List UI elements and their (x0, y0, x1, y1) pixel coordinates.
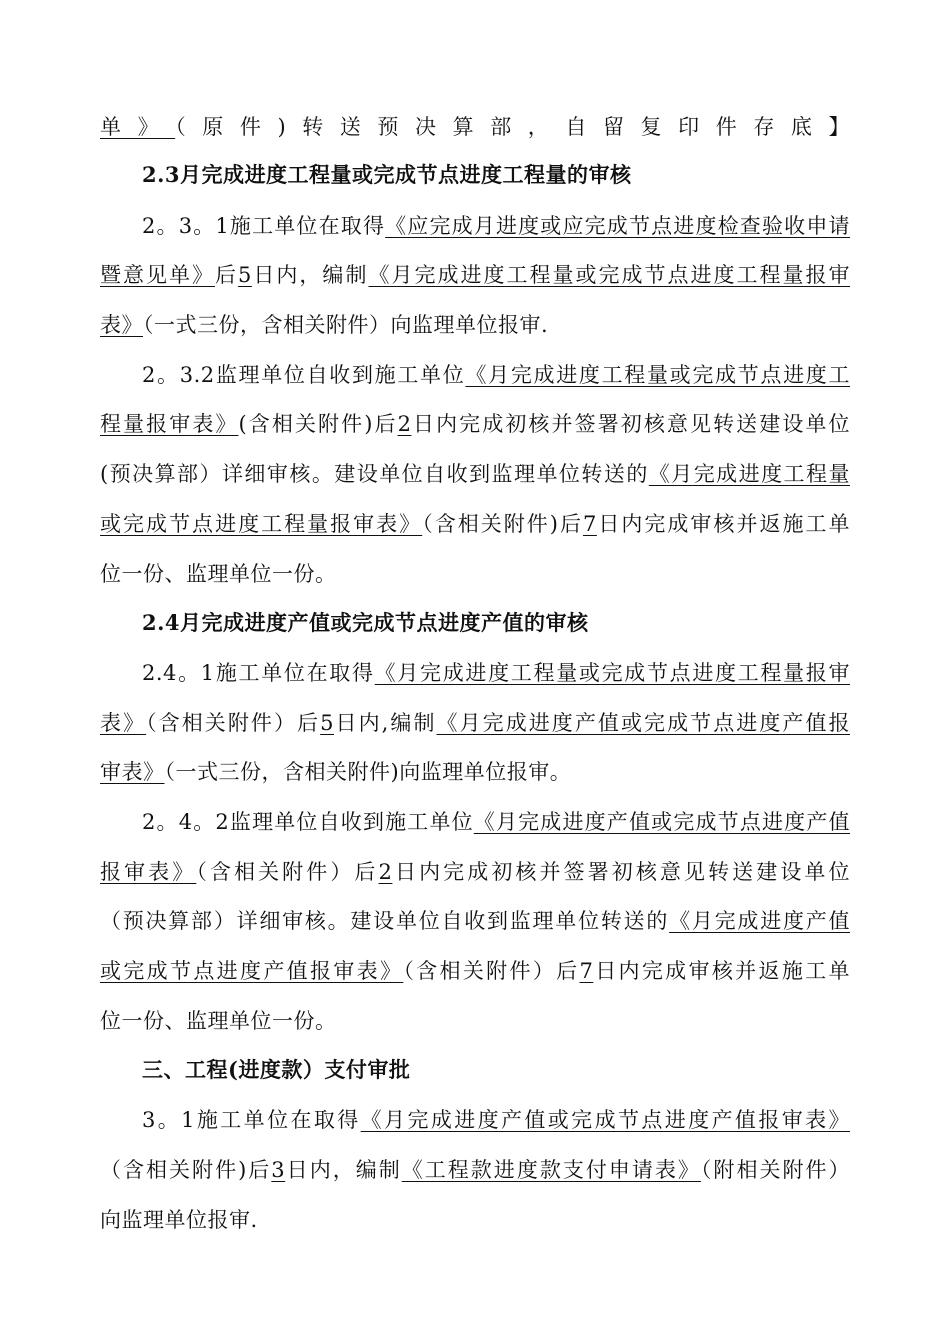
form-name: 审表》 (100, 760, 165, 784)
paragraph-line (100, 857, 850, 887)
text-run: 3。1施工单位在取得 (142, 1108, 361, 1132)
text-run: （含相关附件）后 (146, 711, 321, 735)
paragraph-line (142, 807, 850, 837)
paragraph-line: 向监理单位报审. (100, 1208, 258, 1232)
paragraph-line (100, 112, 850, 142)
form-name: 《工程款进度款支付申请表》 (401, 1158, 701, 1182)
paragraph-line (142, 1105, 850, 1135)
text-run: （含相关附件)后 (422, 512, 583, 536)
text-run: 后 (215, 263, 239, 287)
form-name: 《月完成进度工程量或完成节点进度工 (465, 363, 850, 387)
text-run: （一式三份，含相关附件)向监理单位报审。 (164, 760, 572, 784)
days-number: 7 (582, 512, 597, 536)
text-run: 2。3。1施工单位在取得 (142, 214, 386, 238)
text-run: (含相关附件)后 (238, 412, 398, 436)
text-run: 日内,编制 (333, 711, 437, 735)
form-name: 程量报审表》 (100, 412, 239, 436)
text-run: (预决算部）详细审核。建设单位自收到监理单位转送的 (100, 462, 649, 486)
paragraph-line (100, 757, 850, 787)
form-name: 《月完成进度工程量 (648, 462, 850, 486)
days-number: 2 (397, 412, 412, 436)
form-name: 或完成节点进度产值报审表》 (100, 959, 404, 983)
form-name: 暨意见单》 (100, 263, 216, 287)
form-name: 《月完成进度工程量或完成节点进度工程量报审 (368, 263, 851, 287)
days-number: 3 (271, 1158, 286, 1182)
paragraph-line (100, 509, 850, 539)
form-name: 表》 (100, 313, 143, 337)
text-run: 日内，编制 (285, 1158, 402, 1182)
text-run: 2。3.2监理单位自收到施工单位 (142, 363, 466, 387)
form-name: 单》 (100, 115, 176, 139)
paragraph-line (142, 658, 850, 688)
form-name: 或完成节点进度工程量报审表》 (100, 512, 423, 536)
form-name: 《月完成进度产值 (669, 909, 850, 933)
text-run: （附相关附件） (700, 1158, 850, 1182)
form-name: 《应完成月进度或应完成节点进度检查验收申请 (385, 214, 850, 238)
text-run: （含相关附件）后 (403, 959, 580, 983)
text-run: （含相关附件)后 (100, 1158, 272, 1182)
paragraph-line (100, 956, 850, 986)
days-number: 5 (320, 711, 334, 735)
days-number: 7 (579, 959, 594, 983)
form-name: 报审表》 (100, 860, 197, 884)
form-name: 《月完成进度产值或完成节点进度产值报审表》 (360, 1108, 850, 1132)
text-run: 日内完成审核并返施工单 (596, 512, 850, 536)
days-number: 2 (378, 860, 393, 884)
text-run: （预决算部）详细审核。建设单位自收到监理单位转送的 (100, 909, 670, 933)
form-name: 《月完成进度工程量或完成节点进度工程量报审 (374, 661, 850, 685)
paragraph-line (100, 1155, 850, 1185)
text-run: （原件)转送预决算部，自留复印件存底】 (175, 115, 850, 139)
section-heading-2-4: 2.4月完成进度产值或完成节点进度产值的审核 (142, 610, 589, 635)
text-run: 日内完成审核并返施工单 (593, 959, 851, 983)
paragraph-line: 位一份、监理单位一份。 (100, 562, 337, 586)
paragraph-line (100, 260, 850, 290)
text-run: （含相关附件）后 (196, 860, 379, 884)
paragraph-line (100, 409, 850, 439)
paragraph-line: 位一份、监理单位一份。 (100, 1009, 337, 1033)
paragraph-line (100, 459, 850, 489)
paragraph-line (100, 310, 850, 340)
section-heading-3: 三、工程(进度款）支付审批 (142, 1057, 411, 1082)
text-run: 日内完成初核并签署初核意见转送建设单位 (411, 412, 851, 436)
paragraph-line (142, 360, 850, 390)
paragraph-line (100, 906, 850, 936)
text-run: 2。4。2监理单位自收到施工单位 (142, 810, 474, 834)
form-name: 《月完成进度产值或完成节点进度产值报 (436, 711, 851, 735)
paragraph-line (142, 211, 850, 241)
form-name: 《月完成进度产值或完成节点进度产值 (473, 810, 850, 834)
paragraph-line (100, 708, 850, 738)
text-run: 2.4。1施工单位在取得 (142, 661, 375, 685)
text-run: 日内，编制 (251, 263, 369, 287)
form-name: 表》 (100, 711, 147, 735)
text-run: 日内完成初核并签署初核意见转送建设单位 (392, 860, 851, 884)
section-heading-2-3: 2.3月完成进度工程量或完成节点进度工程量的审核 (142, 162, 632, 187)
days-number: 5 (238, 263, 252, 287)
text-run: （一式三份，含相关附件）向监理单位报审. (143, 313, 549, 337)
